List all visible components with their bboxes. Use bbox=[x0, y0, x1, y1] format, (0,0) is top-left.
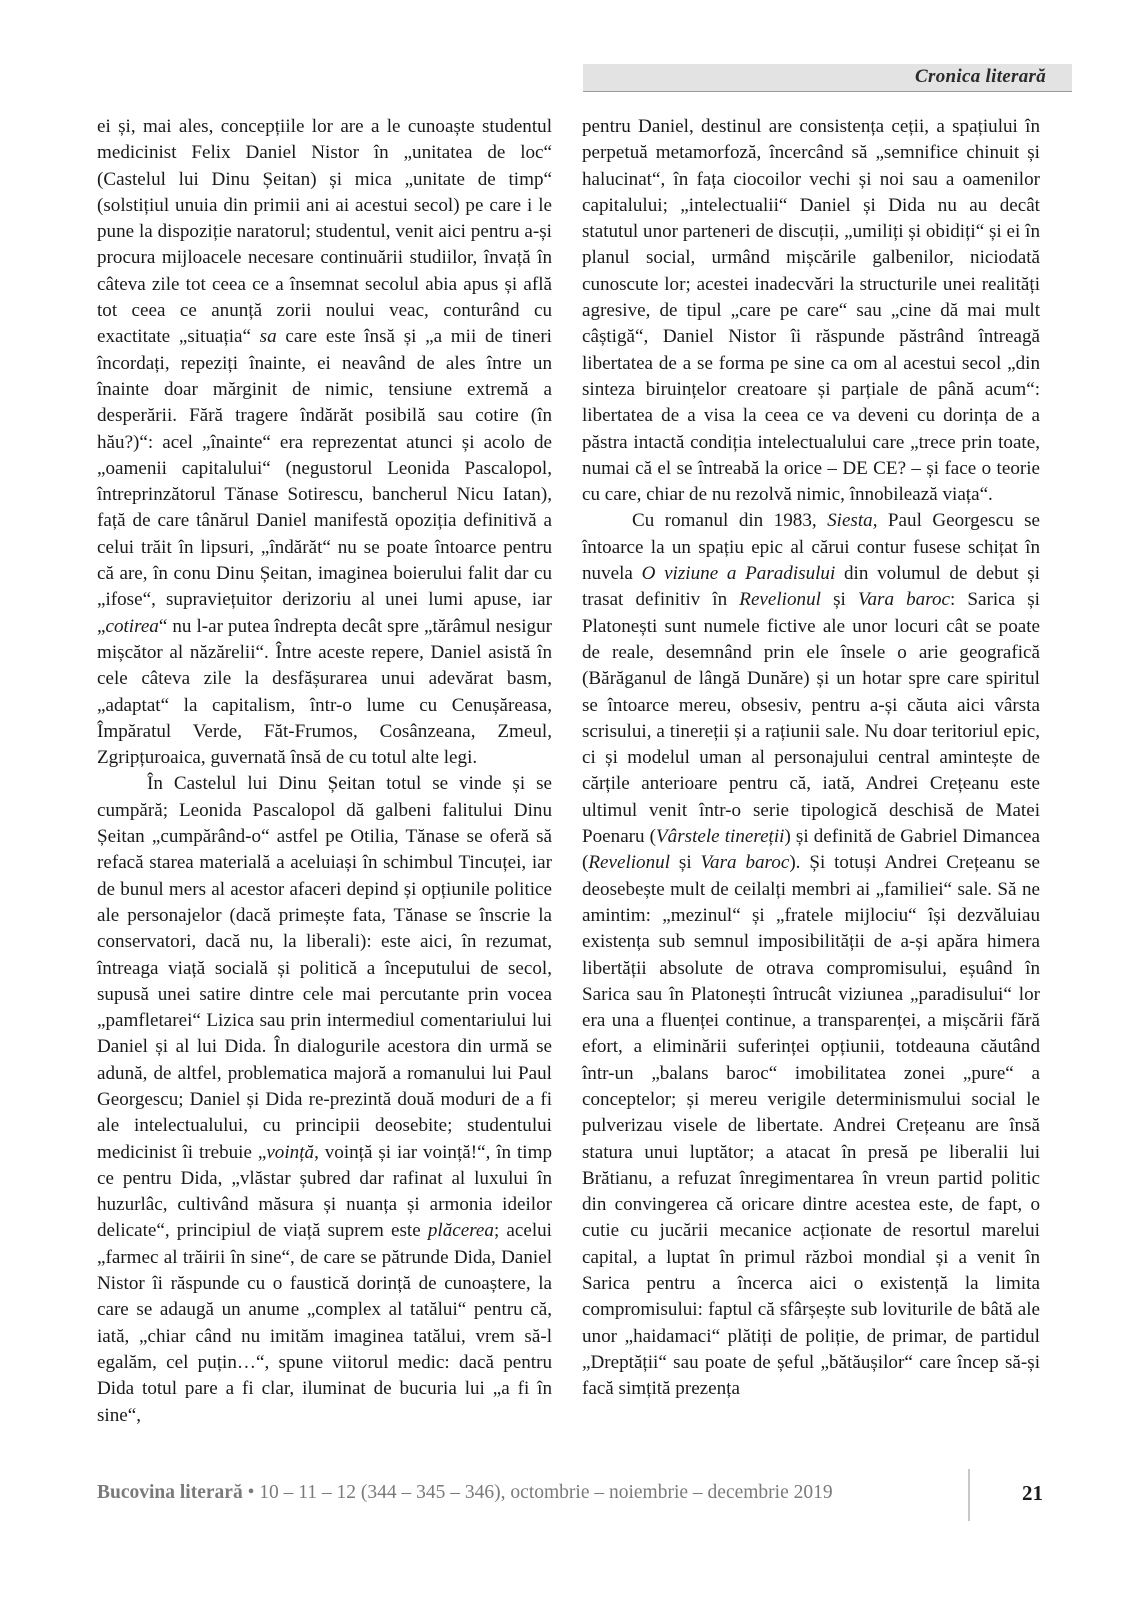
footer-journal-info bbox=[97, 1482, 833, 1504]
footer-divider bbox=[968, 1469, 970, 1521]
page-number: 21 bbox=[1022, 1481, 1043, 1505]
left-paragraph-1: ei și, mai ales, concepțiile lor are a le cunoaște studentul medicinist Felix Daniel Nistor în „unitatea de loc“ (Castelul lui Dinu Șeitan) și mica „unitate de timp“ (solstițiul unuia din primii ani ai acestui secol) pe care i le pune la dispoziție naratorul; studentul, venit aici pentru a-și procura mijloacele necesare continuării studiilor, învață în câteva zile tot ceea ce a însemnat secolul abia apus și află tot ceea ce anunță zorii noului veac, conturând cu exactitate „situația“ sa care este însă și „a mii de tineri încordați, repeziți înainte, ei neavând de ales între un înainte doar mărginit de nimic, tensiune extremă a desperării. Fără tragere îndărăt posibilă sau cotire (în hău?)“: acel „înainte“ era reprezentat atunci și acolo de „oamenii capitalului“ (negustorul Leonida Pascalopol, întreprinzătorul Tănase Sotirescu, bancherul Nicu Iatan), față de care tânărul Daniel manifestă opoziția definitivă a celui trăit în lipsuri, „îndărăt“ nu se poate întoarce pentru că are, în conu Dinu Șeitan, imaginea boierului falit dar cu „ifose“, supraviețuitor derizoriu al unei lumi apuse, iar „cotirea“ nu l-ar putea îndrepta decât spre „tărâmul nesigur mișcător al năzărelii“. Între aceste repere, Daniel asistă în cele câteva zile la desfășurarea unui adevărat basm, „adaptat“ la capitalism, într-o lume cu Cenușăreasa, Împăratul Verde, Făt-Frumos, Cosânzeana, Zmeul, Zgripțuroaica, guvernată însă de cu totul alte legi. bbox=[97, 116, 552, 769]
issue-info: 10 – 11 – 12 (344 – 345 – 346), octombrie – noiembrie – decembrie 2019 bbox=[259, 1482, 833, 1503]
footer-bullet: • bbox=[242, 1482, 260, 1503]
header-bar bbox=[583, 64, 1072, 92]
journal-name: Bucovina literară bbox=[97, 1482, 243, 1503]
right-paragraph-2: Cu romanul din 1983, Siesta, Paul Georgescu se întoarce la un spațiu epic al cărui contur fusese schițat în nuvela O viziune a Paradisului din volumul de debut și trasat definitiv în Revelionul și Vara baroc: Sarica și Platonești sunt numele fictive ale unor locuri cât se poate de reale, desemnând prin ele însele o arie geografică (Bărăganul de lângă Dunăre) și un hotar spre care spiritul se întoarce mereu, obsesiv, pentru a-și căuta aici vârsta scrisului, a tinereții și a rațiunii sale. Nu doar teritoriul epic, ci și modelul uman al personajului central amintește de cărțile anterioare pentru că, iată, Andrei Crețeanu este ultimul venit într-o serie tipologică deschisă de Matei Poenaru (Vârstele tinereții) și definită de Gabriel Dimancea (Revelionul și Vara baroc). Și totuși Andrei Crețeanu se deosebește mult de ceilalți membri ai „familiei“ sale. Să ne amintim: „mezinul“ și „fratele mijlociu“ își dezvăluiau existența sub semnul imposibilității de a-și apăra himera libertății absolute de otrava compromisului, eșuând în Sarica sau în Platonești întrucât viziunea „paradisului“ lor era una a fluenței continue, a transparenței, a mișcării fără efort, a eliminării suferinței opțiunii, totdeauna căutând într-un „balans baroc“ imobilitatea zonei „pure“ a conceptelor; și mereu verigile determinismului social le pulverizau visele de libertate. Andrei Crețeanu are însă statura unui luptător; a atacat în presă pe liberalii lui Brătianu, a refuzat înregimentarea în vreun partid politic din convingerea că oricare dintre acestea este, de fapt, o cutie cu jucării mecanice acționate de resortul marelui capital, a luptat în primul război mondial și a venit în Sarica pentru a încerca aici o existență la limita compromisului: faptul că sfârșește sub loviturile de bâtă ale unor „haidamaci“ plătiți de poliție, de primar, de partidul „Dreptății“ sau poate de șeful „bătăușilor“ care încep să-și facă simțită prezența bbox=[582, 510, 1040, 1400]
right-paragraph-1: pentru Daniel, destinul are consistența ceții, a spațiului în perpetuă metamorfoză, încercând să „semnifice chinuit și halucinat“, în fața ciocoilor vechi și noi sau a oamenilor capitalului; „intelectualii“ Daniel și Dida nu au decât statutul unor parteneri de discuții, „umiliți și obidiți“ și ei în planul social, urmând mișcările galbenilor, niciodată cunoscute lor; acestei inadecvări la structurile unei realități agresive, de tipul „care pe care“ sau „cine dă mai mult câștigă“, Daniel Nistor îi răspunde păstrând întreagă libertatea de a se forma pe sine ca om al acestui secol „din sinteza biruințelor creatoare și parțiale de până acum“: libertatea de a visa la ceea ce va deveni cu dorința de a păstra intactă condiția intelectualului care „trece prin toate, numai că el se întreabă la orice – DE CE? – și face o teorie cu care, chiar de nu rezolvă nimic, înnobilează viața“. bbox=[582, 116, 1040, 506]
section-title: Cronica literară bbox=[915, 66, 1046, 87]
left-column bbox=[97, 114, 552, 1429]
left-paragraph-2: În Castelul lui Dinu Șeitan totul se vinde și se cumpără; Leonida Pascalopol dă galbeni falitului Dinu Șeitan „cumpărând-o“ astfel pe Otilia, Tănase se oferă să refacă starea materială a aceluiași în schimbul Tincuței, iar de bunul mers al acestor afaceri depind și opțiunile politice ale personajelor (dacă primește fata, Tănase se înscrie la conservatori, dacă nu, la liberali): este aici, în rezumat, întreaga viață socială și politică a începutului de secol, supusă unei satire dintre cele mai percutante prin vocea „pamfletarei“ Lizica sau prin intermediul comentariului lui Daniel și al lui Dida. În dialogurile acestora din urmă se adună, de altfel, problematica majoră a romanului lui Paul Georgescu; Daniel și Dida re-prezintă două moduri de a fi ale intelectualului, cu principii deosebite; studentului medicinist îi trebuie „voință, voință și iar voință!“, în timp ce pentru Dida, „vlăstar șubred dar rafinat al luxului în huzurlâc, cultivând măsura și nuanța și armonia ideilor delicate“, principiul de viață suprem este plăcerea; acelui „farmec al trăirii în sine“, de care se pătrunde Dida, Daniel Nistor îi răspunde cu o faustică dorință de cunoaștere, la care se adaugă un anume „complex al tatălui“ pentru că, iată, „chiar când nu imităm imaginea tatălui, vrem să-l egalăm, cel puțin…“, spune viitorul medic: dacă pentru Dida totul pare a fi clar, iluminat de bucuria lui „a fi în sine“, bbox=[97, 773, 552, 1426]
right-column bbox=[582, 114, 1040, 1403]
